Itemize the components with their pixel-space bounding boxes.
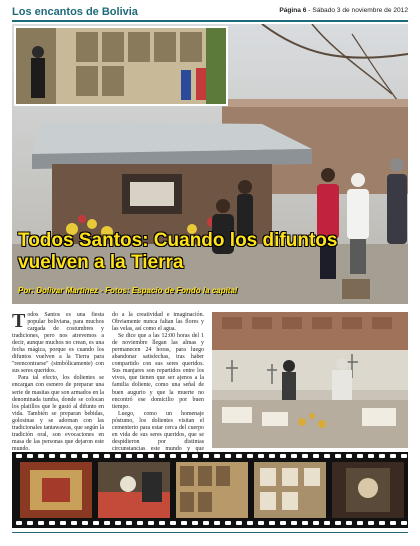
film-perforation bbox=[16, 454, 22, 458]
film-perforation bbox=[236, 521, 242, 525]
film-perforation bbox=[27, 521, 33, 525]
film-perforation bbox=[60, 454, 66, 458]
film-perforation bbox=[302, 521, 308, 525]
film-perforation bbox=[203, 521, 209, 525]
film-perforation bbox=[390, 521, 396, 525]
film-perforation bbox=[280, 454, 286, 458]
hero-byline: Por: Dolivar Martinez - Fotos: Espacio de Fondo la capital bbox=[18, 286, 238, 295]
film-perforation bbox=[71, 521, 77, 525]
page-date: - Sábado 3 de noviembre de 2012 bbox=[306, 7, 408, 14]
paragraph-text: odos Santos es una fiesta popular boliviana, para muchos cargada de costumbres y tradiciones, pero nos atrevemos a decir, aunque muchos no crean, es una fecha mágica, porque es cuando los difuntos vuelven a la Tierra para "reencontrarse" (simbólicamente) con sus seres queridos. bbox=[12, 312, 104, 375]
filmstrip-perforations-bottom bbox=[12, 520, 408, 527]
page-info bbox=[279, 7, 408, 14]
film-perforation bbox=[401, 454, 407, 458]
film-perforation bbox=[313, 521, 319, 525]
film-perforation bbox=[170, 454, 176, 458]
article-column-1 bbox=[12, 312, 104, 474]
film-perforation bbox=[247, 454, 253, 458]
film-perforation bbox=[269, 521, 275, 525]
film-perforation bbox=[93, 521, 99, 525]
film-perforation bbox=[181, 454, 187, 458]
film-perforation bbox=[313, 454, 319, 458]
header-rule bbox=[12, 20, 408, 22]
film-perforation bbox=[159, 521, 165, 525]
film-perforation bbox=[390, 454, 396, 458]
filmstrip-frame bbox=[176, 462, 248, 518]
inset-illustration bbox=[16, 28, 226, 104]
film-perforation bbox=[225, 454, 231, 458]
drop-cap: T bbox=[12, 310, 26, 332]
cemetery-illustration bbox=[212, 312, 408, 448]
article-paragraph bbox=[12, 312, 104, 375]
film-perforation bbox=[82, 521, 88, 525]
film-perforation bbox=[225, 521, 231, 525]
film-perforation bbox=[269, 454, 275, 458]
film-perforation bbox=[16, 521, 22, 525]
filmstrip-frame bbox=[98, 462, 170, 518]
film-perforation bbox=[346, 454, 352, 458]
film-perforation bbox=[82, 454, 88, 458]
cemetery-photo bbox=[212, 312, 408, 448]
hero-inset-photo bbox=[14, 26, 228, 106]
film-perforation bbox=[335, 454, 341, 458]
film-perforation bbox=[115, 521, 121, 525]
film-perforation bbox=[159, 454, 165, 458]
film-perforation bbox=[357, 454, 363, 458]
film-perforation bbox=[148, 521, 154, 525]
film-perforation bbox=[236, 454, 242, 458]
film-perforation bbox=[60, 521, 66, 525]
film-perforation bbox=[357, 521, 363, 525]
filmstrip-frame bbox=[254, 462, 326, 518]
filmstrip-frame bbox=[332, 462, 404, 518]
film-perforation bbox=[137, 521, 143, 525]
film-perforation bbox=[38, 521, 44, 525]
film-perforation bbox=[302, 454, 308, 458]
film-perforation bbox=[49, 521, 55, 525]
film-perforation bbox=[170, 521, 176, 525]
film-perforation bbox=[258, 454, 264, 458]
filmstrip-frame bbox=[20, 462, 92, 518]
film-perforation bbox=[335, 521, 341, 525]
film-perforation bbox=[346, 521, 352, 525]
film-perforation bbox=[368, 521, 374, 525]
page-label: Página 6 bbox=[279, 7, 307, 14]
film-perforation bbox=[148, 454, 154, 458]
film-perforation bbox=[214, 454, 220, 458]
film-perforation bbox=[401, 521, 407, 525]
film-perforation bbox=[104, 454, 110, 458]
film-perforation bbox=[192, 521, 198, 525]
film-perforation bbox=[38, 454, 44, 458]
article-paragraph: Luego, como un homenaje póstumo, los dolientes visitan el cementerio para estar cerca del cuerpo en vida de sus seres queridos, que se despidieron por distintas circunstancias este mundo y que bbox=[112, 410, 204, 452]
film-perforation bbox=[126, 454, 132, 458]
film-perforation bbox=[291, 521, 297, 525]
section-title: Los encantos de Bolivia bbox=[12, 6, 138, 18]
hero-photo bbox=[12, 24, 408, 304]
film-perforation bbox=[291, 454, 297, 458]
film-perforation bbox=[137, 454, 143, 458]
film-perforation bbox=[93, 454, 99, 458]
article-paragraph: Se dice que a las 12:00 horas del 1 de noviembre llegan las almas y permanecen 24 horas, para luego abandonar satisfechas, tras haber compartido con sus seres queridos. Sus manjares son repartidos entre los vivos, que tienen que ser ajenos a la familia doliente, como una señal de buen augurio y que la muerte no encontró ese domicilio por buen tiempo. bbox=[112, 333, 204, 410]
film-perforation bbox=[324, 521, 330, 525]
article-column-2 bbox=[112, 312, 204, 467]
film-perforation bbox=[379, 521, 385, 525]
film-perforation bbox=[104, 521, 110, 525]
filmstrip-perforations-top bbox=[12, 453, 408, 460]
film-perforation bbox=[49, 454, 55, 458]
bottom-rule bbox=[12, 532, 408, 533]
article-paragraph: do a la creatividad e imaginación. Obviamente nunca faltan las flores y las velas, así como el agua. bbox=[112, 312, 204, 333]
film-perforation bbox=[324, 454, 330, 458]
film-perforation bbox=[368, 454, 374, 458]
film-perforation bbox=[126, 521, 132, 525]
film-perforation bbox=[71, 454, 77, 458]
film-perforation bbox=[115, 454, 121, 458]
film-perforation bbox=[27, 454, 33, 458]
film-perforation bbox=[192, 454, 198, 458]
film-perforation bbox=[247, 521, 253, 525]
article-paragraph: Para tal efecto, los dolientes se encargan con esmero de preparar una serie de masitas que son armados en la denominada tumba, donde se colocan los platillos que le gustó al difunto en vida. También se preparan bebidas, golosinas y se adornan con las tradicionales tantawawas, que según la tradición oral, son evocaciones en masa de las personas que dejaron este mundo. bbox=[12, 375, 104, 452]
film-perforation bbox=[203, 454, 209, 458]
film-perforation bbox=[379, 454, 385, 458]
film-perforation bbox=[258, 521, 264, 525]
hero-headline: Todos Santos: Cuando los difuntos vuelven a la Tierra bbox=[18, 230, 338, 273]
film-perforation bbox=[181, 521, 187, 525]
photo-filmstrip bbox=[12, 452, 408, 528]
film-perforation bbox=[214, 521, 220, 525]
film-perforation bbox=[280, 521, 286, 525]
